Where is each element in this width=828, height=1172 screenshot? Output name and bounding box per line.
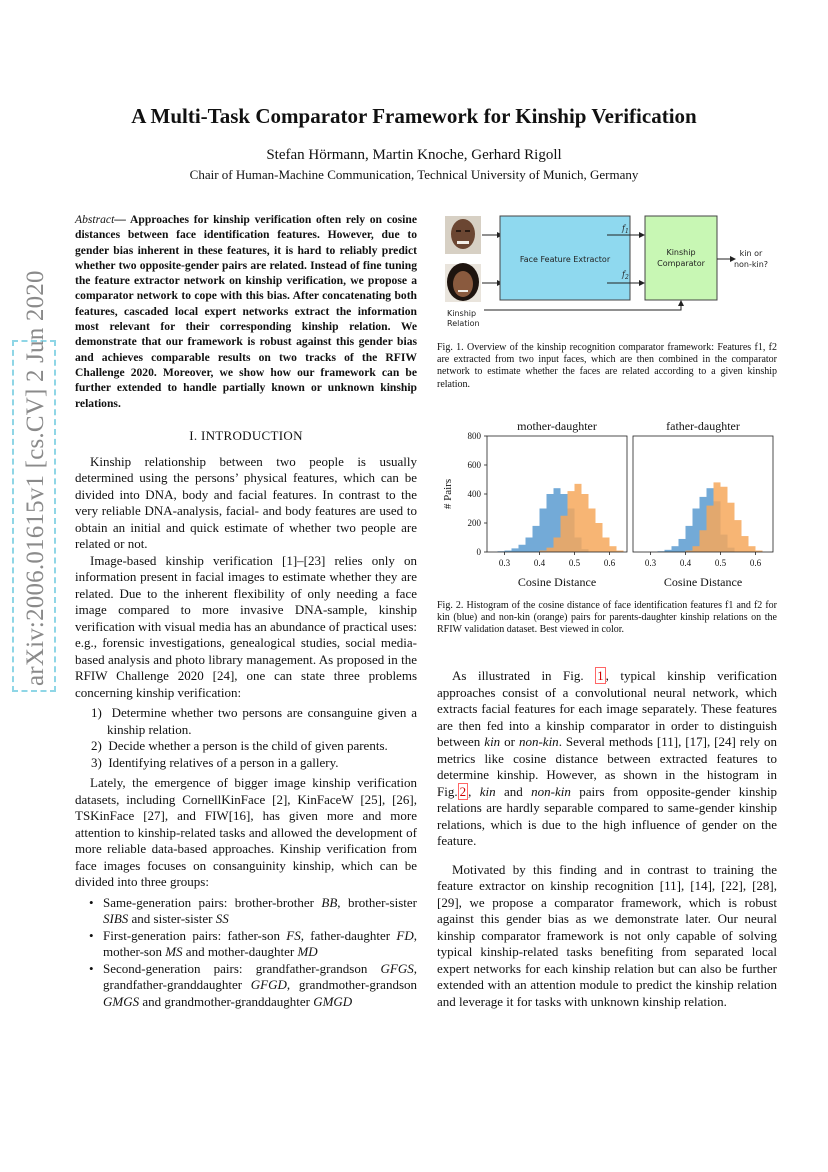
histogram-bar-kin: [686, 526, 693, 552]
feature-f1-label: $f_1$: [622, 224, 629, 235]
histogram-bar-non-kin: [575, 484, 582, 552]
list-item: • Second-generation pairs: grandfather-grandson GFGS, grandfather-granddaughter GFGD, grandmother-grandson GMGS and grandmother-granddaughter GMGD: [75, 961, 417, 1011]
list-item: 2) Decide whether a person is the child of given parents.: [91, 738, 388, 754]
chart-title: father-daughter: [666, 419, 740, 433]
histogram-bar-kin: [540, 509, 547, 553]
histogram-bar-non-kin: [554, 538, 561, 553]
histogram-mother-daughter: [442, 419, 627, 589]
feature-f2-label: $f_2$: [622, 270, 629, 281]
y-tick-label: 600: [467, 460, 481, 470]
fig2-reference-link[interactable]: 2: [459, 783, 467, 799]
intro-paragraph-1: Kinship relationship between two people is usually determined using the persons’ physical features, which can be divided into DNA, body and facial features. In contrast to the very reliable DNA-analysis, facial- and body features are used to obtain an initial and quick estimate of whether two people are related or not.: [75, 453, 417, 552]
y-tick-label: 400: [467, 489, 481, 499]
paper-title: A Multi-Task Comparator Framework for Kinship Verification: [131, 104, 697, 128]
intro-paragraph-2: Image-based kinship verification [1]–[23] relies only on information present in facial images to estimate whether they are related. Due to the inherent flexibility of only needing a face image compared to more invasive DNA-sample, kinship verification with visual media has an abundance of practical uses: e.g., forensic investigations, genealogical studies, social media-based analysis and photo library management. As proposed in the RFIW Challenge 2020 [24], one can state three problems concerning kinship verification:: [75, 552, 417, 700]
histogram-bar-non-kin: [610, 546, 617, 552]
fig1-caption: Fig. 1. Overview of the kinship recognition comparator framework: Features f1, f2 are extracted from two input faces, which are then combined in the comparator network to estimate whether the faces are related according to a given kinship relation.: [437, 342, 777, 390]
histogram-bar-kin: [547, 494, 554, 552]
right-paragraph-2: Motivated by this finding and in contrast to training the feature extractor on kinship recognition [11], [14], [22], [28], [29], we propose a comparator framework, which is robust against this gender bias as we demonstrate later. Our neural kinship comparator framework is not only capable of solving typical kinship-related tasks benefiting from separated local expert networks for each kinship relation but can also be further extended with an attention module to predict the kinship relation and leverage it for tasks with unknown kinship relation.: [437, 861, 777, 1009]
histogram-bar-non-kin: [596, 523, 603, 552]
feature-extractor-label: Face Feature Extractor: [519, 255, 611, 264]
histogram-bar-non-kin: [561, 516, 568, 552]
output-label-line2: non-kin?: [733, 260, 769, 269]
histogram-bar-kin: [519, 545, 526, 552]
histogram-bar-non-kin: [735, 520, 742, 552]
abstract-lead: Abstract: [75, 213, 115, 226]
fig2-caption: Fig. 2. Histogram of the cosine distance of face identification features f1 and f2 for kin (blue) and non-kin (orange) pairs for parents-daughter kinship relations on the RFIW validation dataset. Best viewed in color.: [437, 600, 777, 636]
intro-paragraph-3: Lately, the emergence of bigger image kinship verification datasets, including CornellKinFace [2], KinFaceW [25], [26], TSKinFace [27], and FIW[16], has given more and more attention to kinship-related tasks and allowed the development of more reliable data-based approaches. Kinship verification from face images focuses on consanguinity kinship, which can be divided into three groups:: [75, 775, 417, 890]
section-heading: I. INTRODUCTION: [189, 427, 303, 443]
face-photo-top: [445, 216, 481, 254]
x-axis-label: Cosine Distance: [517, 575, 597, 589]
arxiv-identifier: arXiv:2006.01615v1 [cs.CV] 2 Jun 2020: [22, 270, 49, 686]
fig1-diagram: [437, 210, 777, 334]
histogram-bar-kin: [672, 546, 679, 552]
histogram-bar-non-kin: [728, 503, 735, 552]
x-tick-label: 0.3: [644, 558, 657, 568]
x-tick-label: 0.4: [533, 558, 546, 568]
face-photo-bottom: [445, 263, 481, 302]
right-column: [437, 668, 777, 1010]
paper-affiliation: Chair of Human-Machine Communication, Technical University of Munich, Germany: [189, 167, 639, 182]
paper-authors: Stefan Hörmann, Martin Knoche, Gerhard Rigoll: [266, 147, 562, 163]
comparator-label-line1: Kinship: [666, 248, 696, 257]
histogram-bar-non-kin: [714, 482, 721, 552]
histogram-bar-non-kin: [700, 530, 707, 552]
histogram-bar-kin: [526, 538, 533, 553]
histogram-bar-non-kin: [742, 536, 749, 552]
x-tick-label: 0.5: [714, 558, 727, 568]
output-label-line1: kin or: [739, 249, 763, 258]
histogram-bar-non-kin: [721, 487, 728, 552]
x-axis-label: Cosine Distance: [663, 575, 743, 589]
histogram-bar-non-kin: [547, 548, 554, 552]
histogram-bar-kin: [693, 509, 700, 553]
task-list: [75, 705, 417, 771]
abstract: [75, 212, 417, 411]
kinship-comparator-box: [645, 216, 717, 300]
histogram-bar-non-kin: [568, 491, 575, 552]
x-tick-label: 0.5: [568, 558, 581, 568]
histogram-bar-non-kin: [589, 509, 596, 553]
x-tick-label: 0.6: [749, 558, 762, 568]
histogram-bar-kin: [679, 539, 686, 552]
histogram-bar-non-kin: [707, 506, 714, 552]
x-tick-label: 0.4: [679, 558, 692, 568]
x-tick-label: 0.3: [498, 558, 511, 568]
histogram-bar-non-kin: [693, 546, 700, 552]
fig2-histograms: [437, 414, 777, 594]
kinship-group-list: [75, 895, 417, 1011]
x-tick-label: 0.6: [603, 558, 616, 568]
histogram-bar-non-kin: [582, 494, 589, 552]
histogram-bar-kin: [512, 548, 519, 552]
chart-title: mother-daughter: [517, 419, 597, 433]
relation-label-line1: Kinship: [447, 309, 477, 318]
histogram-bar-kin: [533, 526, 540, 552]
y-tick-label: 200: [467, 518, 481, 528]
list-item: • Same-generation pairs: brother-brother BB, brother-sister SIBS and sister-sister SS: [75, 895, 417, 928]
list-item: 3) Identifying relatives of a person in a gallery.: [91, 754, 339, 770]
fig1-reference-link[interactable]: 1: [597, 668, 604, 683]
relation-label-line2: Relation: [447, 319, 480, 328]
histogram-father-daughter: [633, 419, 773, 589]
list-item: • First-generation pairs: father-son FS, father-daughter FD, mother-son MS and mother-daughter MD: [75, 928, 417, 961]
y-axis-label: # Pairs: [442, 478, 454, 510]
left-column: [75, 212, 417, 1014]
y-tick-label: 800: [467, 431, 481, 441]
right-paragraph-1: As illustrated in Fig. 1 , typical kinship verification approaches consist of a convolutional neural network, which extracts facial features for each image separately. These features are then fed into a kinship comparator in order to distinguish between kin or non-kin. Several methods [11], [17], [24] rely on metrics like cosine distance between extracted features to determine kinship. However, as shown in the histogram in Fig. 2 , kin and non-kin pairs from opposite-gender kinship relations are hardly separable compared to same-gender kinship relations, which is due to the high influence of gender on the feature.: [437, 668, 778, 848]
y-tick-label: 0: [476, 547, 481, 557]
comparator-label-line2: Comparator: [657, 259, 705, 268]
histogram-bar-non-kin: [749, 546, 756, 552]
abstract-text: — Approaches for kinship verification often rely on cosine distances between face identification features. However, due to gender bias inherent in these features, it is hard to reliably predict whether two opposite-gender pairs are related. Instead of fine tuning the feature extractor network on kinship verification, we propose a comparator network to cope with this bias. After concatenating both features, cascaded local expert networks extract the information most relevant for their corresponding kinship relation. We demonstrate that our framework is robust against this gender bias and achieves comparable results on two tracks of the RFIW Challenge 2020. Moreover, we show how our framework can be further extended to handle partially known or unknown kinship relations.: [75, 213, 417, 410]
list-item: 1) Determine whether two persons are consanguine given a kinship relation.: [91, 705, 418, 737]
histogram-bar-non-kin: [603, 538, 610, 553]
